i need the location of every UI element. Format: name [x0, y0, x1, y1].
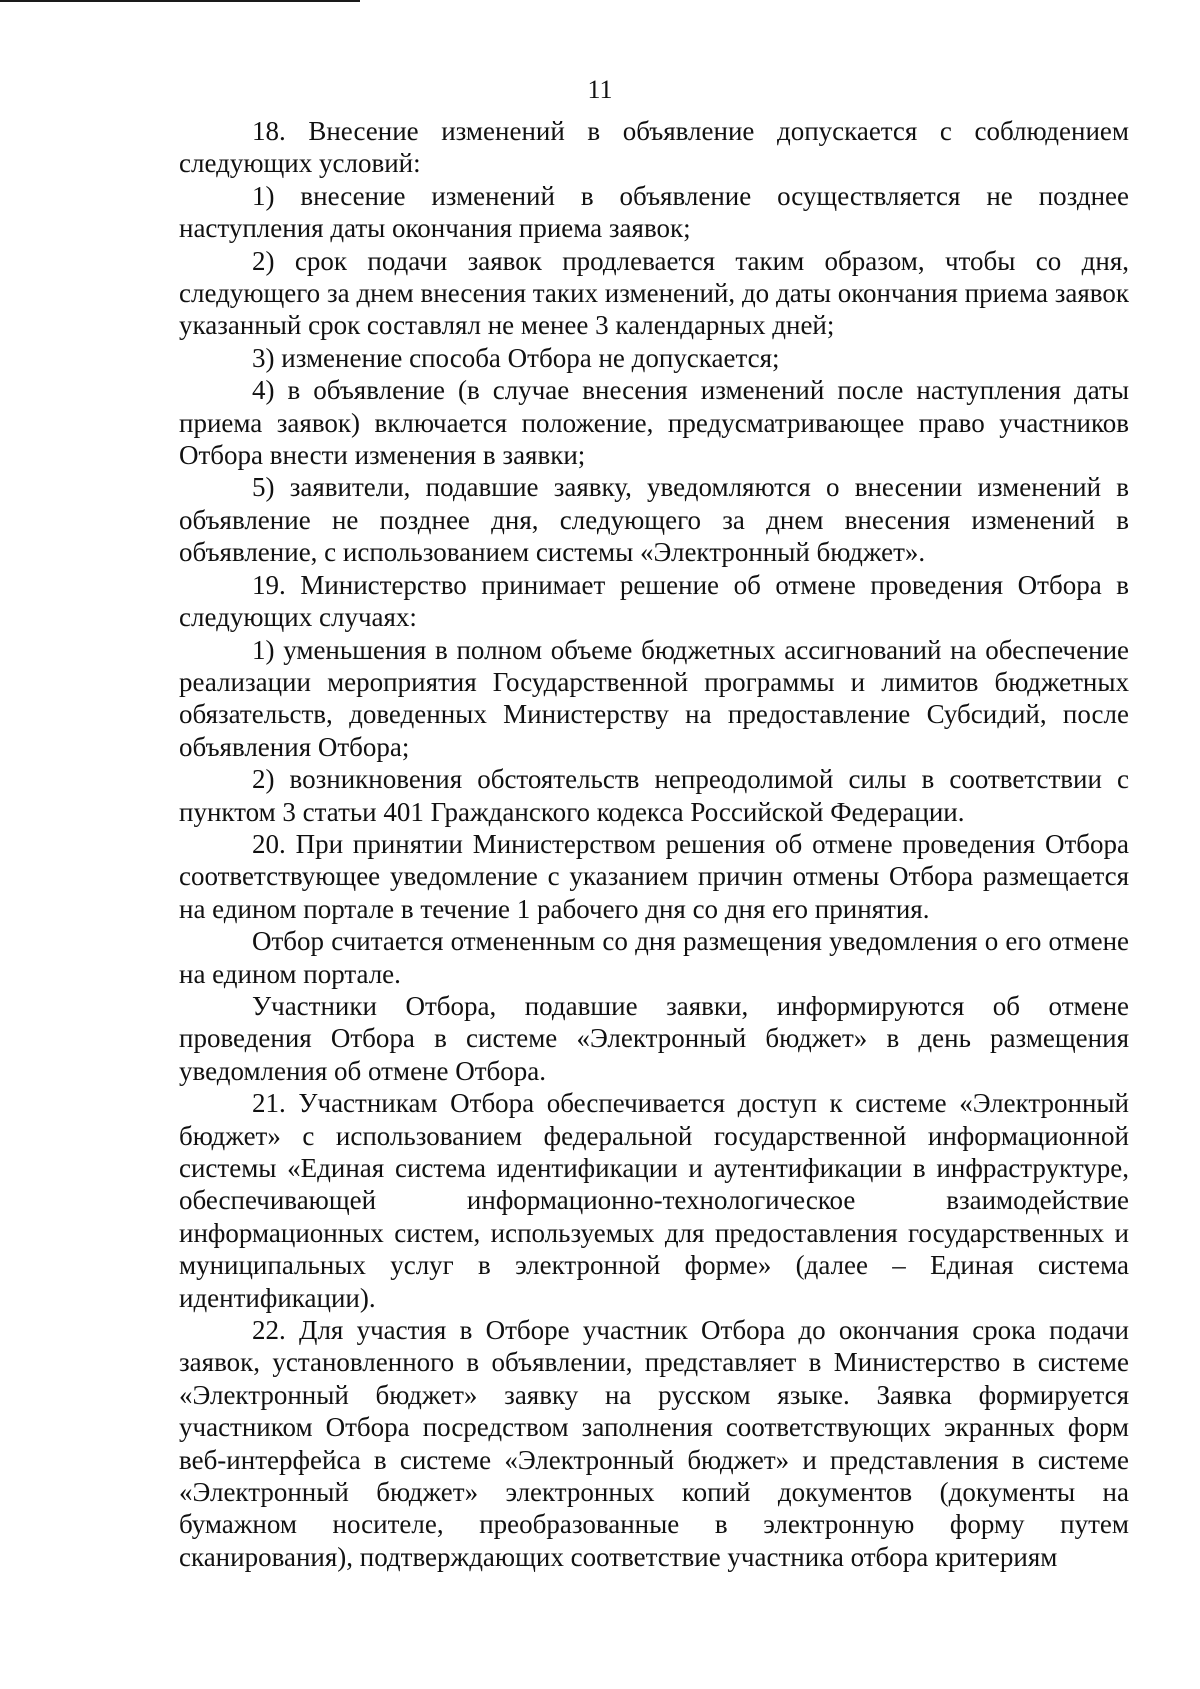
paragraph-20-participants-informed: Участники Отбора, подавшие заявки, информируются об отмене проведения Отбора в системе «Электронный бюджет» в день размещения уведомления об отмене Отбора.	[179, 990, 1129, 1086]
paragraph-22: 22. Для участия в Отборе участник Отбора до окончания срока подачи заявок, установленного в объявлении, представляет в Министерство в системе «Электронный бюджет» заявку на русском языке. Заявка формируется участником Отбора посредством заполнения соответствующих экранных форм веб-интерфейса в системе «Электронный бюджет» и представления в системе «Электронный бюджет» электронных копий документов (документы на бумажном носителе, преобразованные в электронную форму путем сканирования), подтверждающих соответствие участника отбора критериям	[179, 1315, 1129, 1572]
paragraph-21: 21. Участникам Отбора обеспечивается доступ к системе «Электронный бюджет» с использованием федеральной государственной информационной системы «Единая система идентификации и аутентификации в инфраструктуре, обеспечивающей информационно-технологическое взаимодействие информационных систем, используемых для предоставления государственных и муниципальных услуг в электронной форме» (далее – Единая система идентификации).	[179, 1088, 1129, 1313]
paragraph-18-item-2: 2) срок подачи заявок продлевается таким образом, чтобы со дня, следующего за днем внесения таких изменений, до даты окончания приема заявок указанный срок составлял не менее 3 календарных дней;	[179, 245, 1129, 341]
paragraph-18-item-4: 4) в объявление (в случае внесения изменений после наступления даты приема заявок) включается положение, предусматривающее право участников Отбора внести изменения в заявки;	[179, 375, 1129, 471]
paragraph-19-item-2: 2) возникновения обстоятельств непреодолимой силы в соответствии с пунктом 3 статьи 401 Гражданского кодекса Российской Федерации.	[179, 764, 1129, 827]
paragraph-20-cancel-effective: Отбор считается отмененным со дня размещения уведомления о его отмене на едином портале.	[179, 926, 1129, 989]
scan-edge-line	[0, 0, 360, 2]
paragraph-18-item-5: 5) заявители, подавшие заявку, уведомляются о внесении изменений в объявление не позднее дня, следующего за днем внесения изменений в объявление, с использованием системы «Электронный бюджет».	[179, 472, 1129, 568]
document-body	[179, 115, 1129, 1573]
paragraph-18: 18. Внесение изменений в объявление допускается с соблюдением следующих условий:	[179, 116, 1129, 179]
paragraph-18-item-1: 1) внесение изменений в объявление осуществляется не позднее наступления даты окончания приема заявок;	[179, 180, 1129, 244]
paragraph-20: 20. При принятии Министерством решения об отмене проведения Отбора соответствующее уведомление с указанием причин отмены Отбора размещается на едином портале в течение 1 рабочего дня со дня его принятия.	[179, 828, 1129, 924]
paragraph-19-item-1: 1) уменьшения в полном объеме бюджетных ассигнований на обеспечение реализации мероприятия Государственной программы и лимитов бюджетных обязательств, доведенных Министерству на предоставление Субсидий, после объявления Отбора;	[179, 634, 1129, 762]
paragraph-18-item-3: 3) изменение способа Отбора не допускается;	[252, 342, 780, 373]
page-number: 11	[587, 75, 613, 104]
paragraph-19: 19. Министерство принимает решение об отмене проведения Отбора в следующих случаях:	[179, 569, 1129, 633]
